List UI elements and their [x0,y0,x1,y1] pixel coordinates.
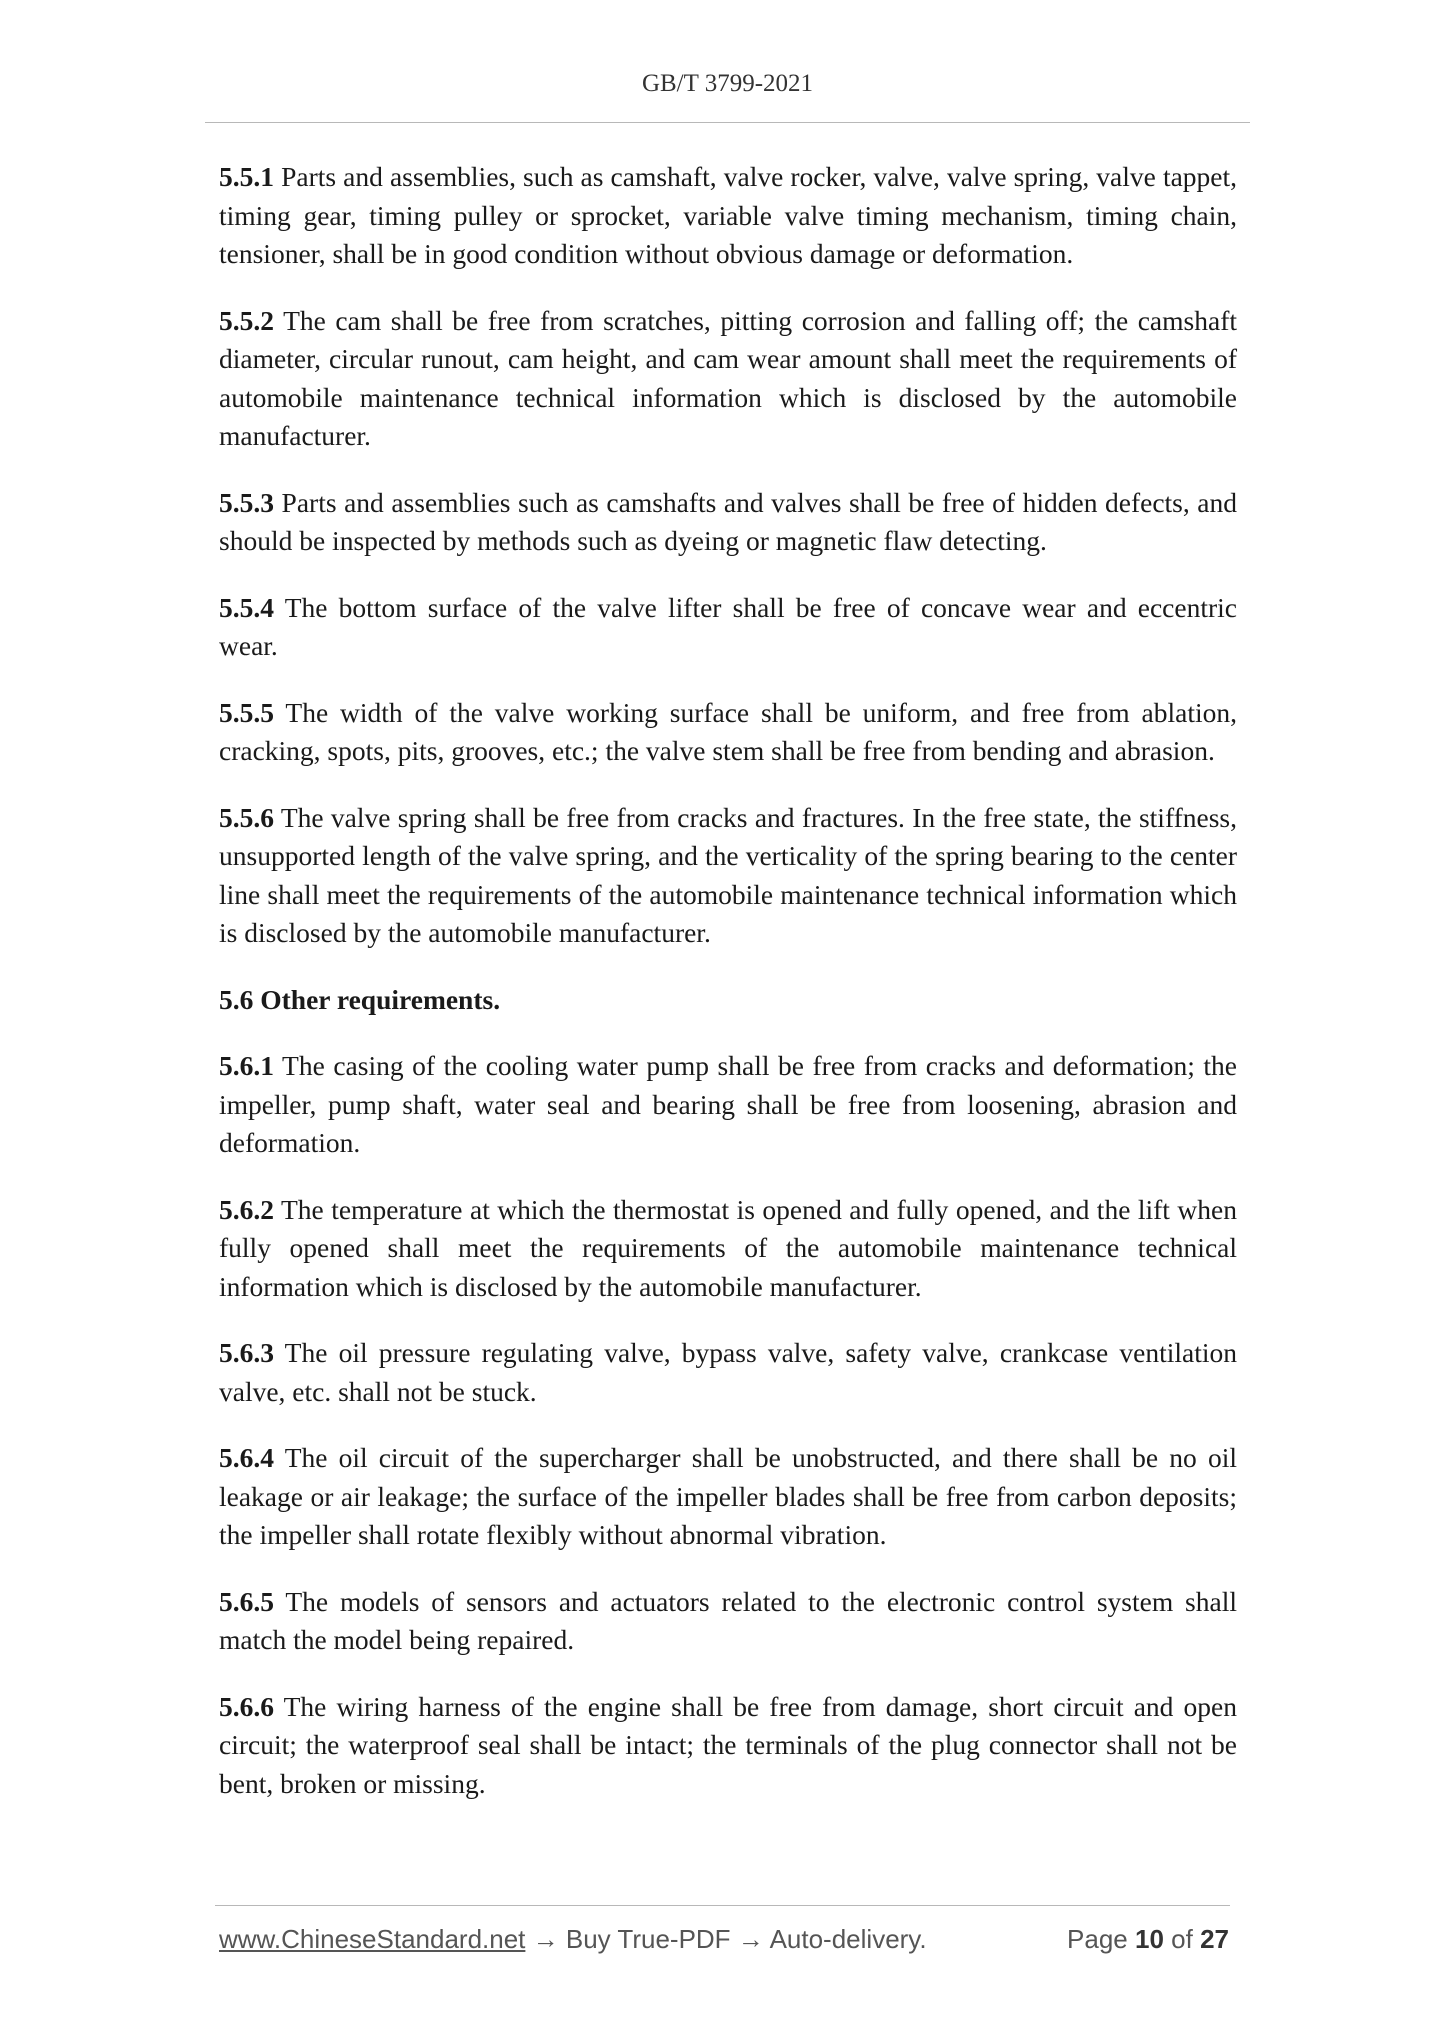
clause-5-6-1 [219,1047,1237,1163]
clause-text: The wiring harness of the engine shall be free from damage, short circuit and open circuit; the waterproof seal shall be intact; the terminals of the plug connector shall not be bent, broken or missing. [219,1690,1237,1799]
page-of-label: of [1171,1924,1193,1954]
clause-number: 5.5.2 [219,304,274,336]
clause-text: The oil pressure regulating valve, bypass valve, safety valve, crankcase ventilation valve, etc. shall not be stuck. [219,1337,1237,1407]
clause-text: The cam shall be free from scratches, pitting corrosion and falling off; the camshaft diameter, circular runout, cam height, and cam wear amount shall meet the requirements of automobile maintenance technical information which is disclosed by the automobile manufacturer. [219,304,1237,451]
clause-number: 5.5.4 [219,591,274,623]
clause-text: The models of sensors and actuators related to the electronic control system shall match the model being repaired. [219,1585,1237,1655]
page-total: 27 [1200,1924,1229,1954]
clause-text: The casing of the cooling water pump shall be free from cracks and deformation; the impeller, pump shaft, water seal and bearing shall be free from loosening, abrasion and deformation. [219,1050,1237,1158]
section-heading-5-6: 5.6 Other requirements. [219,983,501,1015]
clause-number: 5.6.6 [219,1690,274,1722]
clause-number: 5.5.5 [219,696,274,728]
clause-text: The valve spring shall be free from cracks and fractures. In the free state, the stiffness, unsupported length of the valve spring, and the verticality of the spring bearing to the center line shall meet the requirements of the automobile maintenance technical information which is disclosed by the automobile manufacturer. [219,801,1237,948]
page-indicator [1067,1924,1229,1955]
clause-number: 5.5.3 [219,486,274,518]
document-id-header: GB/T 3799-2021 [641,70,814,97]
clause-5-6-4 [219,1439,1237,1555]
clause-5-5-1 [219,158,1237,274]
clause-number: 5.6.2 [219,1193,274,1225]
clause-text: The oil circuit of the supercharger shall be unobstructed, and there shall be no oil leakage or air leakage; the surface of the impeller blades shall be free from carbon deposits; the impeller shall rotate flexibly without abnormal vibration. [219,1442,1237,1550]
header-divider [205,122,1250,123]
page-current: 10 [1135,1924,1164,1954]
promo-text: → Buy True-PDF → Auto-delivery. [525,1924,927,1954]
clause-number: 5.6.5 [219,1585,274,1617]
clause-text: Parts and assemblies such as camshafts and valves shall be free of hidden defects, and should be inspected by methods such as dyeing or magnetic flaw detecting. [219,486,1237,556]
clause-text: The width of the valve working surface shall be uniform, and free from ablation, cracking, spots, pits, grooves, etc.; the valve stem shall be free from bending and abrasion. [219,696,1237,766]
clause-5-5-4 [219,589,1237,666]
clause-5-5-3 [219,484,1237,561]
clause-text: The bottom surface of the valve lifter shall be free of concave wear and eccentric wear. [219,591,1237,661]
clause-5-5-2 [219,302,1237,456]
website-link[interactable]: www.ChineseStandard.net [219,1924,526,1954]
document-body [219,158,1237,1831]
clause-5-5-6 [219,799,1237,953]
footer-divider [215,1905,1230,1906]
clause-number: 5.5.1 [219,161,274,192]
clause-number: 5.6.3 [219,1337,274,1368]
clause-number: 5.6.4 [219,1442,274,1473]
clause-5-6-2 [219,1191,1237,1307]
clause-number: 5.6.1 [219,1050,274,1081]
page-label: Page [1067,1924,1128,1954]
clause-5-5-5 [219,694,1237,771]
page-footer [219,1924,1229,1955]
clause-5-6-3 [219,1334,1237,1411]
clause-5-6-5 [219,1583,1237,1660]
clause-number: 5.5.6 [219,801,274,833]
clause-text: Parts and assemblies, such as camshaft, valve rocker, valve, valve spring, valve tappet, timing gear, timing pulley or sprocket, variable valve timing mechanism, timing chain, tensioner, shall be in good condition without obvious damage or deformation. [219,161,1238,269]
clause-5-6-6 [219,1688,1237,1804]
clause-text: The temperature at which the thermostat is opened and fully opened, and the lift when fully opened shall meet the requirements of the automobile maintenance technical information which is disclosed by the automobile manufacturer. [219,1193,1237,1302]
